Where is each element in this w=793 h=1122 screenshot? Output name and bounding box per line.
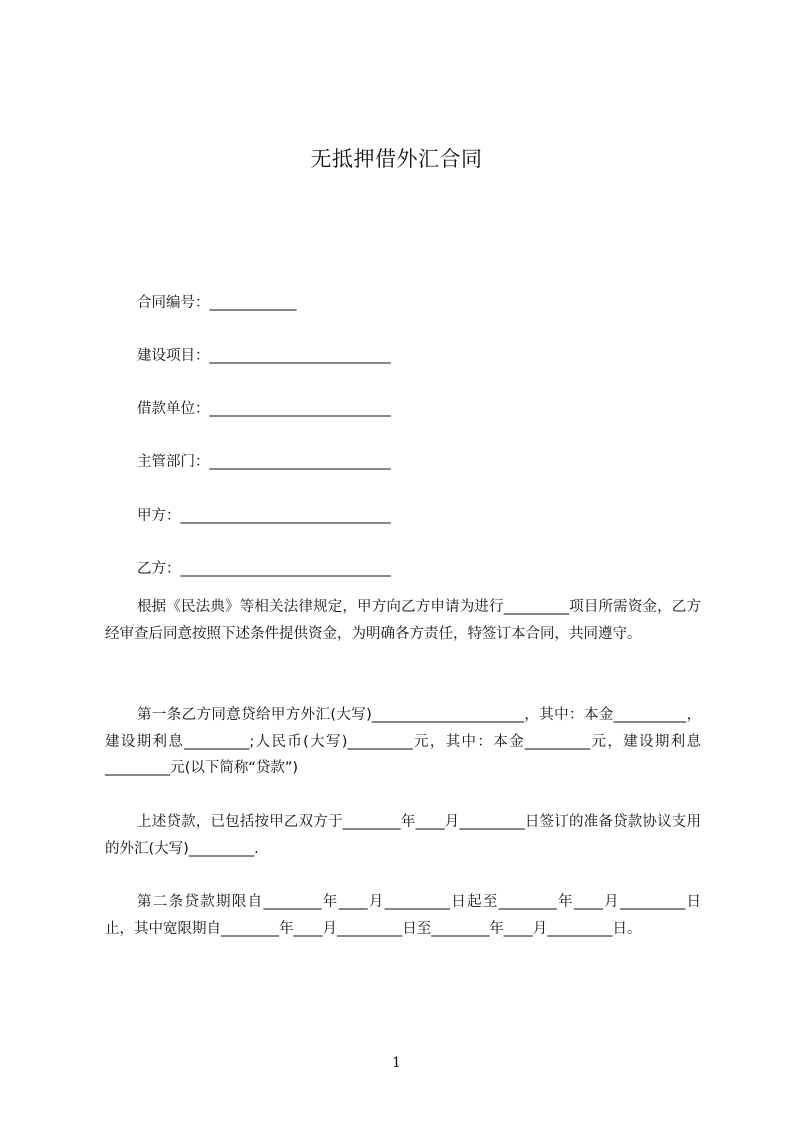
field-party-a: [137, 506, 391, 526]
field-supervising-department: [137, 452, 391, 472]
field-label: 建设项目：: [137, 348, 210, 364]
field-label: 借款单位：: [137, 401, 210, 417]
paragraph-article-1: 第一条乙方同意贷给甲方外汇(大写)_____________________，其中：本金__________，建设期利息_________;人民币(大写)_________元，其中：本金_________元，建设期利息_________元(以下简称“贷款”): [105, 707, 701, 776]
paragraph-loan-note: 上述贷款，已包括按甲乙双方于________年____月_________日签订的准备贷款协议支用的外汇(大写)_________.: [105, 814, 701, 857]
field-label: 甲方：: [137, 508, 181, 524]
field-borrowing-unit: [137, 399, 391, 419]
field-party-b: [137, 559, 391, 579]
field-blank: _________________________: [209, 454, 391, 470]
field-blank: _____________________________: [180, 508, 391, 524]
paragraph-article-2: 第二条贷款期限自________年____月_________日起至________年____月_________日止，其中宽限期自________年____月_________日至________年____月_________日。: [105, 894, 701, 937]
field-label: 乙方：: [137, 561, 181, 577]
field-label: 合同编号：: [137, 295, 210, 311]
field-label: 主管部门：: [137, 454, 210, 470]
page-number: 1: [392, 1055, 401, 1071]
field-blank: _________________________: [209, 401, 391, 417]
field-blank: _________________________: [209, 348, 391, 364]
document-title: 无抵押借外汇合同: [310, 147, 483, 171]
field-blank: ____________: [209, 295, 297, 311]
paragraph-preamble: 根据《民法典》等相关法律规定，甲方向乙方申请为进行_________项目所需资金，乙方经审查后同意按照下述条件提供资金，为明确各方责任，特签订本合同，共同遵守。: [105, 599, 701, 642]
field-blank: _____________________________: [180, 561, 391, 577]
field-construction-project: [137, 346, 391, 366]
field-contract-number: [137, 293, 297, 313]
